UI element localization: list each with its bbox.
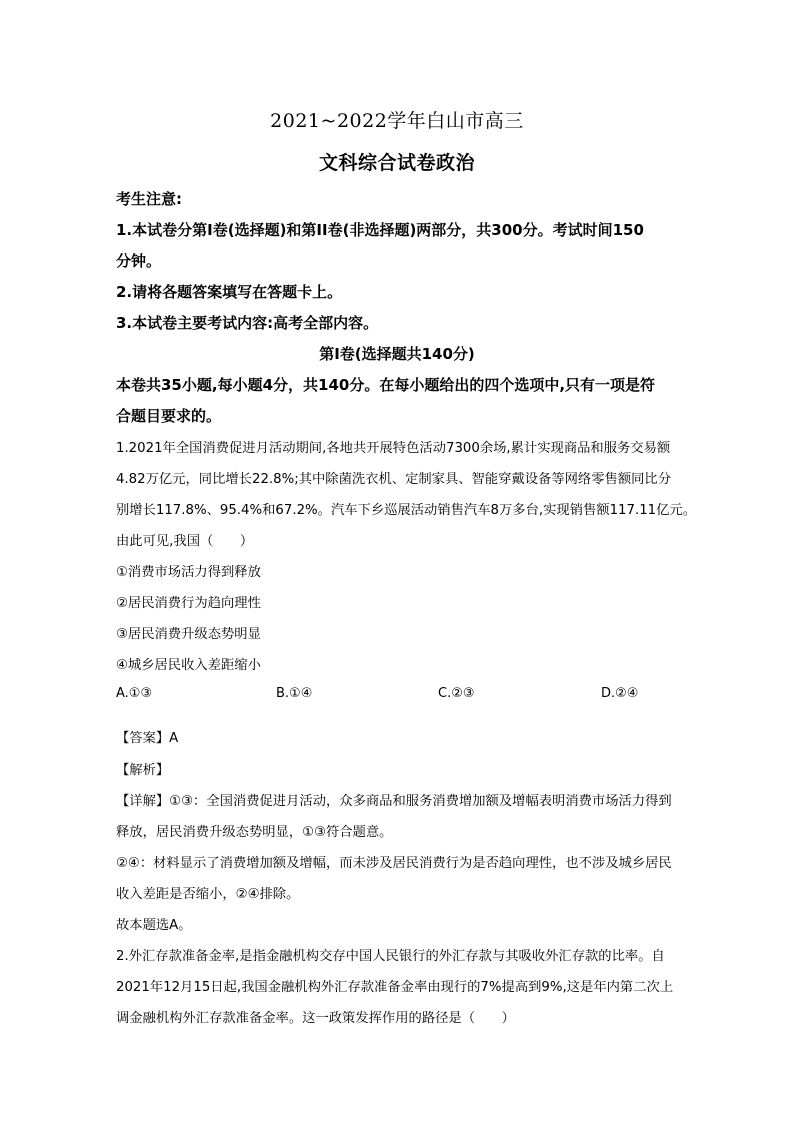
q2-stem-line-1: 2.外汇存款准备金率,是指金融机构交存中国人民银行的外汇存款与其吸收外汇存款的比率。自: [116, 949, 665, 964]
section-desc-line-2: 合题目要求的。: [116, 407, 222, 425]
q1-item-1: ①消费市场活力得到释放: [116, 565, 261, 580]
notice-1-line-1: 1.本试卷分第Ⅰ卷(选择题)和第II卷(非选择题)两部分，共300分。考试时间150: [116, 221, 644, 239]
q1-item-2: ②居民消费行为趋向理性: [116, 596, 261, 611]
notice-1-line-2: 分钟。: [116, 252, 162, 270]
section-title: 第Ⅰ卷(选择题共140分): [319, 345, 475, 363]
notice-3: 3.本试卷主要考试内容:高考全部内容。: [116, 314, 379, 332]
q1-option-a: A.①③: [116, 686, 153, 701]
q2-stem-line-2: 2021年12月15日起,我国金融机构外汇存款准备金率由现行的7%提高到9%,这是年内第二次上: [116, 980, 674, 995]
q1-conclusion: 故本题选A。: [116, 918, 192, 933]
q1-detail-2-line-1: ②④：材料显示了消费增加额及增幅，而未涉及居民消费行为是否趋向理性，也不涉及城乡居民: [116, 856, 672, 871]
q1-stem-line-3: 别增长117.8%、95.4%和67.2%。汽车下乡巡展活动销售汽车8万多台,实现销售额117.11亿元。: [116, 503, 697, 518]
q1-detail-1-line-1: 【详解】①③：全国消费促进月活动，众多商品和服务消费增加额及增幅表明消费市场活力得到: [116, 794, 672, 809]
q1-stem-line-4: 由此可见,我国（ ）: [116, 534, 254, 549]
document-title: 2021~2022学年白山市高三: [270, 110, 524, 132]
q1-option-b: B.①④: [276, 686, 313, 701]
document-subtitle: 文科综合试卷政治: [318, 152, 475, 174]
q1-option-c: C.②③: [438, 686, 475, 701]
q1-detail-1-line-2: 释放，居民消费升级态势明显，①③符合题意。: [116, 825, 393, 840]
notice-2: 2.请将各题答案填写在答题卡上。: [116, 283, 343, 301]
q1-answer: 【答案】A: [116, 731, 179, 746]
q2-stem-line-3: 调金融机构外汇存款准备金率。这一政策发挥作用的路径是（ ）: [116, 1011, 515, 1026]
q1-item-3: ③居民消费升级态势明显: [116, 627, 261, 642]
q1-stem-line-1: 1.2021年全国消费促进月活动期间,各地共开展特色活动7300余场,累计实现商品和服务交易额: [116, 441, 671, 456]
q1-analysis-label: 【解析】: [116, 763, 170, 778]
notice-heading: 考生注意:: [116, 190, 182, 208]
q1-detail-2-line-2: 收入差距是否缩小，②④排除。: [116, 887, 300, 902]
q1-stem-line-2: 4.82万亿元，同比增长22.8%;其中除菌洗衣机、定制家具、智能穿戴设备等网络零售额同比分: [116, 472, 672, 487]
q1-item-4: ④城乡居民收入差距缩小: [116, 658, 261, 673]
q1-option-d: D.②④: [601, 686, 639, 701]
section-desc-line-1: 本卷共35小题,每小题4分，共140分。在每小题给出的四个选项中,只有一项是符: [116, 376, 656, 394]
